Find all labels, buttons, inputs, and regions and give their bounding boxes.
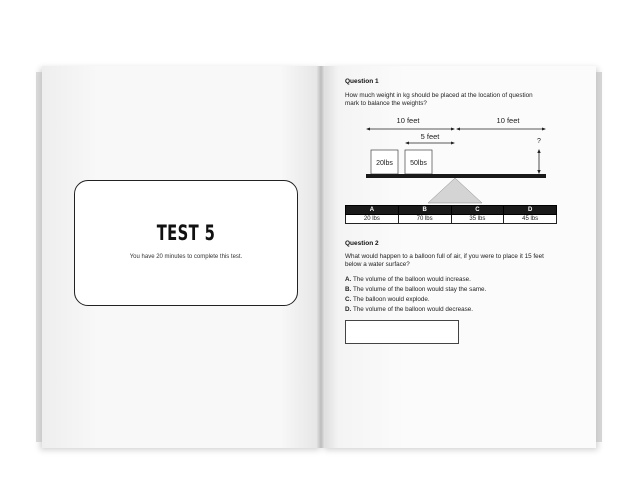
option-c-letter: C. <box>345 296 352 303</box>
question-2-option-b <box>345 286 486 293</box>
left-distance-arrowhead-right <box>451 128 455 131</box>
option-a-text: The volume of the balloon would increase. <box>352 276 471 283</box>
question-2-answer-box[interactable] <box>345 320 459 344</box>
question-2-option-a <box>345 276 471 283</box>
answer-value-c: 35 lbs <box>451 215 504 224</box>
question-2-option-d <box>345 306 473 313</box>
right-distance-arrowhead-right <box>542 128 546 131</box>
lever-beam <box>366 174 546 178</box>
weight-label-20lbs: 20lbs <box>376 160 393 167</box>
right-distance-arrowhead-left <box>456 128 460 131</box>
right-distance-label: 10 feet <box>496 116 520 125</box>
answer-value-b: 70 lbs <box>398 215 451 224</box>
question-2-text-line1: What would happen to a balloon full of air, if you were to place it 15 feet <box>345 253 544 260</box>
option-d-text: The volume of the balloon would decrease. <box>352 306 474 313</box>
question-2-option-c <box>345 296 430 303</box>
fulcrum <box>428 178 482 203</box>
option-c-text: The balloon would explode. <box>352 296 430 303</box>
test-title: TEST 5 <box>156 221 216 245</box>
question-2-text-line2: below a water surface? <box>345 261 410 268</box>
answer-header-d: D <box>504 206 557 215</box>
answer-header-c: C <box>451 206 504 215</box>
unknown-weight-mark: ? <box>537 138 541 145</box>
option-d-letter: D. <box>345 306 352 313</box>
option-a-letter: A. <box>345 276 352 283</box>
question-1-answer-table <box>345 205 557 224</box>
question-1-text-line2: mark to balance the weights? <box>345 100 427 107</box>
answer-header-a: A <box>346 206 399 215</box>
question-1-title: Question 1 <box>345 78 379 85</box>
answer-value-a: 20 lbs <box>346 215 399 224</box>
question-1-text-line1: How much weight in kg should be placed at the location of question <box>345 92 533 99</box>
weight-label-50lbs: 50lbs <box>410 160 427 167</box>
left-distance-arrowhead-left <box>366 128 370 131</box>
inner-distance-arrowhead-left <box>405 142 409 145</box>
option-b-letter: B. <box>345 286 352 293</box>
option-b-text: The volume of the balloon would stay the same. <box>352 286 487 293</box>
inner-distance-label: 5 feet <box>420 132 440 141</box>
answer-header-b: B <box>398 206 451 215</box>
unknown-weight-arrowhead-down <box>537 170 540 174</box>
question-2-title: Question 2 <box>345 240 379 247</box>
test-instructions: You have 20 minutes to complete this test. <box>129 254 243 260</box>
answer-value-d: 45 lbs <box>504 215 557 224</box>
unknown-weight-arrowhead-up <box>537 149 540 153</box>
left-distance-label: 10 feet <box>396 116 420 125</box>
inner-distance-arrowhead-right <box>451 142 455 145</box>
